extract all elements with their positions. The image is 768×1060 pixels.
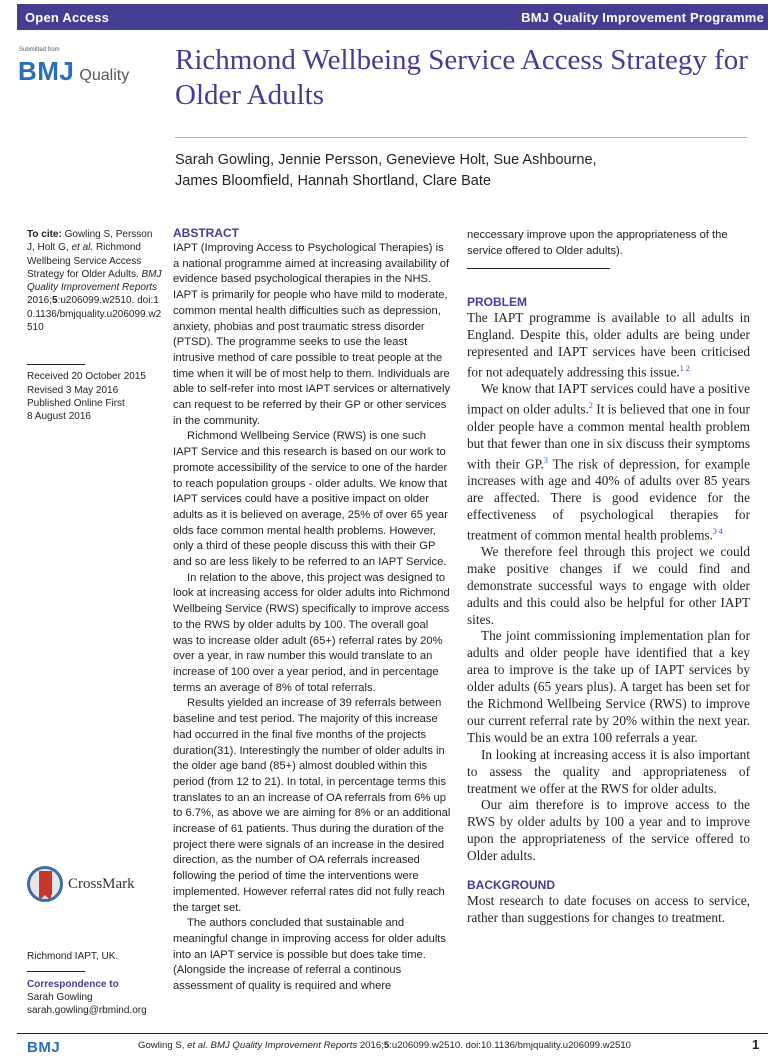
problem-paragraph [467,310,750,381]
published-label: Published Online First [27,397,125,409]
authors-line-2: James Bloomfield, Hannah Shortland, Clare Bate [175,173,491,189]
problem-paragraph [467,381,750,543]
problem-p2-text: It is believed that one in four older people have a common mental health problem but that fewer than one in six discuss their symptoms with their GP. [467,401,750,471]
problem-paragraph: In looking at increasing access it is also important to assess the quality and appropriateness of treatment we offer at the RWS for older adults. [467,746,750,796]
cite-etal: et al. [71,242,94,254]
footer-divider [17,1033,768,1034]
correspondence-heading: Correspondence to [27,979,119,990]
footer-cite-journal: BMJ Quality Improvement Reports [210,1040,358,1051]
title-divider [175,137,747,138]
abstract-continuation: neccessary improve upon the appropriateness of the service offered to Older adults). [467,229,728,257]
page-number: 1 [752,1037,760,1052]
authors-line-1: Sarah Gowling, Jennie Persson, Genevieve Holt, Sue Ashbourne, [175,152,597,168]
citation-ref[interactable]: 3 4 [712,526,723,536]
open-access-label: Open Access [25,9,110,25]
affiliation: Richmond IAPT, UK. [27,951,119,962]
abstract-paragraph: Richmond Wellbeing Service (RWS) is one such IAPT Service and this research is based on our work to promote accessibility of the service to one of the harder to reach population groups - older adults. We know that IAPT services could have a positive impact on older adults as it is believed on average, 25% of over 65 year olds face common mental health problems. However, only a third of these people discuss this with their GP and so are less likely to be referred to an IAPT Service. [173,430,448,569]
footer-cite-year: 2016; [359,1040,384,1051]
programme-label: BMJ Quality Improvement Programme [521,9,764,25]
abstract-paragraph: In relation to the above, this project was designed to look at increasing access for older adults into Richmond Wellbeing Service (RWS) specifically to improve access to the RWS by older adults by 100. The overall goal was to increase older adult (65+) referral rates by 20% over a year, in raw number this would translate to an increase of 100 over a year period, and in percentage terms an average of 8% of total referrals. [173,571,450,694]
footer-cite-volume: 5 [383,1040,390,1051]
crossmark-icon [27,866,63,902]
problem-p2-text: The risk of depression, for example increases with age and 40% of adults over 85 years are affected. There is good evidence for the effectiveness of psychological therapies for treatment of common mental health problems. [467,455,750,542]
correspondence-email[interactable]: sarah.gowling@rbmind.org [27,1005,147,1016]
published-date: 8 August 2016 [27,411,91,423]
problem-section [467,310,750,865]
cite-journal: BMJ Quality Improvement Reports [27,268,162,294]
background-heading: BACKGROUND [467,878,555,893]
footer-cite-authors: Gowling S, [138,1040,185,1051]
problem-p1-text: The IAPT programme is available to all adults in England. Despite this, older adults are being under represented and IAPT services have been criticised for not adequately addressing this issue. [467,310,750,380]
background-paragraph: Most research to date focuses on access to service, rather than suggestions for changes to treatment. [467,893,750,925]
header-bar [17,4,768,30]
cite-volume: 5 [52,295,58,307]
problem-p2-text: We know that IAPT services could have a positive impact on older adults. [467,381,750,417]
problem-paragraph: We therefore feel through this project we could make positive changes if we could find and demonstrate successful ways to engage with older adults and this could also be helpful for other IAPT sites. [467,543,750,627]
crossmark-button[interactable] [27,866,135,902]
cite-title: Richmond Wellbeing Service Access Strategy for Older Adults. [27,242,142,280]
problem-heading: PROBLEM [467,295,527,310]
cite-doi[interactable]: :u206099.w2510. doi:10.1136/bmjquality.u206099.w2510 [27,295,162,334]
footer-bmj-logo: BMJ [27,1039,61,1056]
affiliation-divider [27,971,85,972]
revised-date: Revised 3 May 2016 [27,384,119,396]
abstract-column [173,226,451,995]
abstract-end-divider [467,268,610,269]
footer-cite-doi[interactable]: :u206099.w2510. doi:10.1136/bmjquality.u206099.w2510 [389,1040,632,1051]
problem-paragraph: The joint commissioning implementation plan for adults and older people have identified that a key area to improve is the take up of IAPT services by older adults (65 years plus). A target has been set for the Richmond Wellbeing Service (RWS) to improve our current referral rate by 20% within the next year. This would be an extra 100 referrals a year. [467,628,750,745]
received-date: Received 20 October 2015 [27,371,146,383]
bmj-quality-logo [18,56,129,87]
problem-paragraph: Our aim therefore is to improve access to the RWS by older adults by 100 a year and to improve upon the appropriateness of the service offered to Older adults. [467,797,750,864]
citation-sidebar [27,228,162,424]
cite-year: 2016; [27,295,53,307]
background-section [467,893,750,927]
sidebar-divider [27,364,85,365]
citation-block [27,228,162,334]
affiliation-block [27,950,162,1017]
author-list [175,150,755,192]
abstract-heading: ABSTRACT [173,226,239,240]
footer-citation [138,1040,631,1051]
footer-cite-etal: et al. [187,1040,208,1051]
article-title: Richmond Wellbeing Service Access Strategy for Older Adults [175,44,748,111]
citation-ref[interactable]: 3 [543,455,548,465]
correspondence-name: Sarah Gowling [27,992,93,1003]
right-column [467,228,750,927]
article-dates [27,370,162,423]
bmj-logo-text: BMJ [18,56,75,86]
abstract-paragraph: IAPT (Improving Access to Psychological Therapies) is a national programme aimed at increasing availability of evidence based psychological therapies in the NHS. IAPT is primarily for people who have mild to moderate, common mental health difficulties such as depression, anxiety, phobias and post traumatic stress disorder (PTSD). The programme seeks to use the least intrusive method of care possible to treat people at the time when it will be of most help to them. Individuals are able to self-refer into most IAPT services or alternatively can request to be referred by their GP or other services in the community. [173,242,451,427]
abstract-paragraph: The authors concluded that sustainable and meaningful change in improving access for older adults into an IAPT service is possible but does take time. (Alongside the increase of referral a continous assessment of quality is required and where [173,917,447,993]
quality-logo-text: Quality [79,67,130,84]
abstract-paragraph: Results yielded an increase of 39 referrals between baseline and test period. The majority of this increase had occurred in the final five months of the projects duration(31). Interestingly the number of older adults in the older age band (85+) almost doubled within this period (from 12 to 21). In total, in percentage terms this translates to an an increase of OA referrals from 6% up to 6.7%, as above we are aiming for 8% or an additional increase of 61 patients. Thus during the duration of the project there were signals of an increase in the desired direction, as the number of OA referrals increased following the period of time the interventions were implemented. However referral rates did not fully reach the target set. [173,697,451,914]
cite-authors: Gowling S, Persson J, Holt G, [27,229,153,254]
citation-ref[interactable]: 1 2 [679,364,690,374]
crossmark-label: CrossMark [68,875,135,892]
citation-ref[interactable]: 2 [588,401,593,411]
cite-label: To cite: [27,229,62,240]
submitted-from-label: Submitted from [19,47,60,53]
